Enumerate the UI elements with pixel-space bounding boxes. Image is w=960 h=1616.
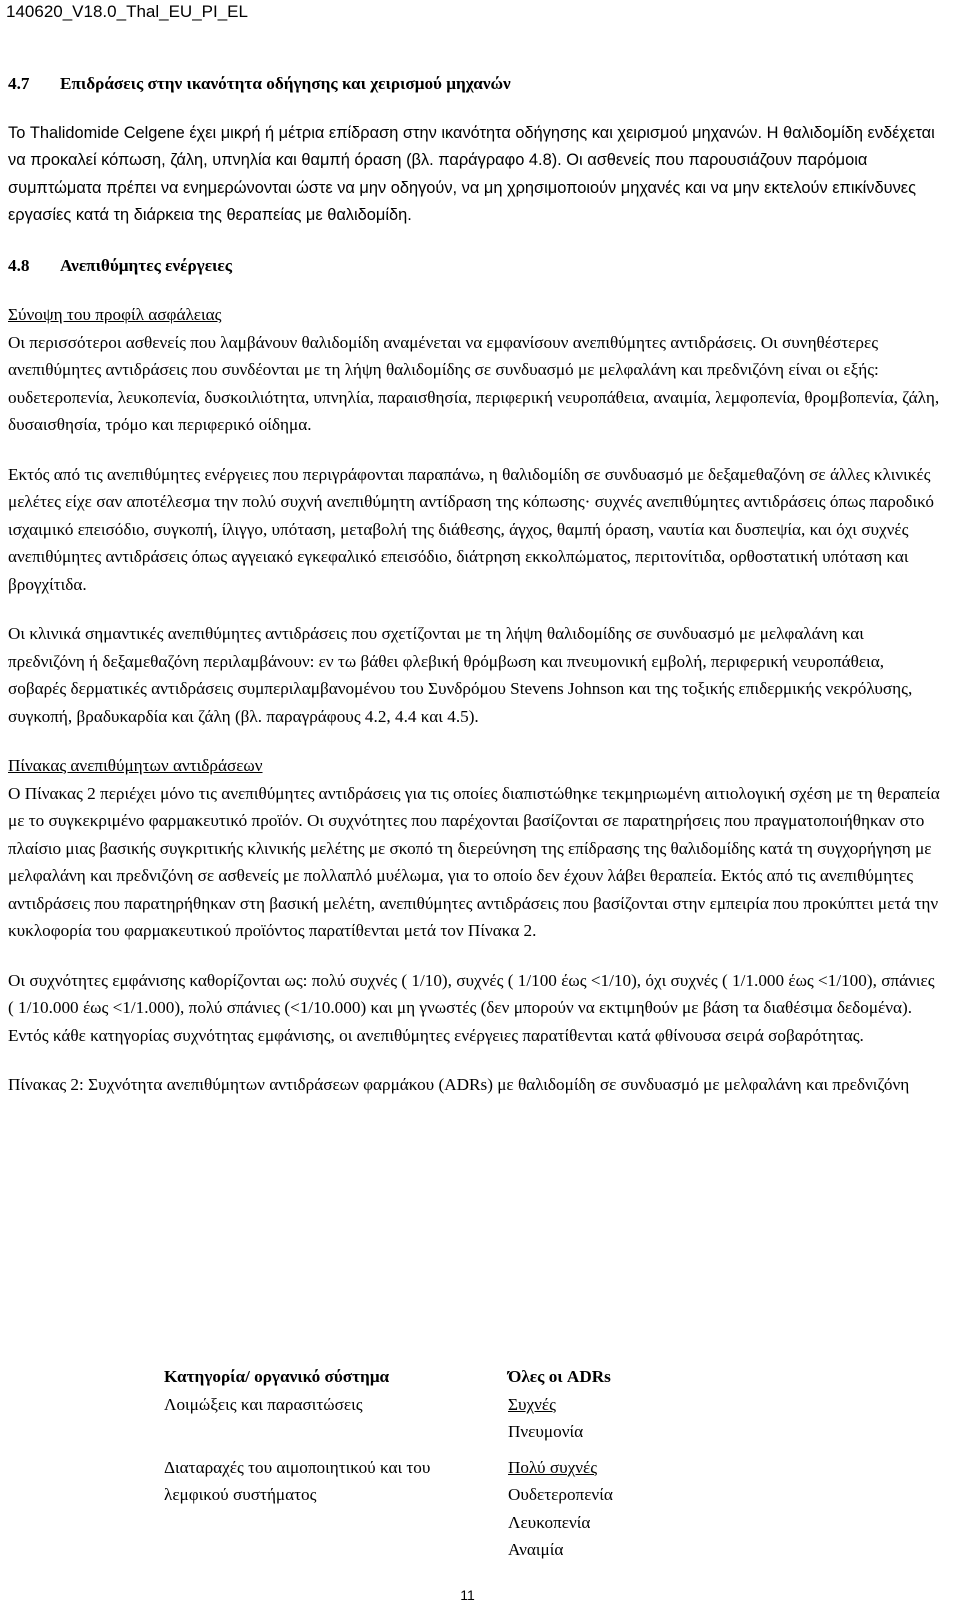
section-title: Ανεπιθύμητες ενέργειες	[60, 255, 232, 275]
adr-item: Λευκοπενία	[508, 1512, 591, 1532]
section-number: 4.7	[8, 74, 30, 93]
section-title: Επιδράσεις στην ικανότητα οδήγησης και χειρισμού μηχανών	[60, 74, 511, 93]
section-4-7-heading	[8, 70, 943, 98]
paragraph-other-adrs: Εκτός από τις ανεπιθύμητες ενέργειες που περιγράφονται παραπάνω, η θαλιδομίδη σε συνδυασμό με δεξαμεθαζόνη σε άλλες κλινικές μελέτες είχε σαν αποτέλεσμα την πολύ συχνή ανεπιθύμητη αντίδραση της κόπωσης· συχνές ανεπιθύμητες αντιδράσεις όπως παροδικό ισχαιμικό επεισόδιο, συγκοπή, ίλιγγο, υπόταση, μεταβολή της διάθεσης, άγχος, θαμπή όραση, ναυτία και δυσπεψία, και όχι συχνές ανεπιθύμητες αντιδράσεις όπως αγγειακό εγκεφαλικό επεισόδιο, διάτρηση εκκολπώματος, περιτονίτιδα, ορθοστατική υπόταση και βρογχίτιδα.	[8, 464, 935, 594]
safety-profile-text: Οι περισσότεροι ασθενείς που λαμβάνουν θαλιδομίδη αναμένεται να εμφανίσουν ανεπιθύμητες αντιδράσεις. Οι συνηθέστερες ανεπιθύμητες αντιδράσεις που συνδέονται με τη λήψη θαλιδομίδης σε συνδυασμό με μελφαλάνη και πρεδνιζόνη είναι οι εξής: ουδετεροπενία, λευκοπενία, δυσκοιλιότητα, υπνηλία, παραισθησία, περιφερική νευροπάθεια, αναιμία, λεμφοπενία, θρομβοπενία, ζάλη, δυσαισθησία, τρόμο και περιφερικό οίδημα.	[8, 332, 940, 434]
table-header-row	[158, 1363, 692, 1391]
table-row	[158, 1391, 692, 1454]
category-cell	[158, 1391, 502, 1454]
category-cell	[158, 1454, 502, 1564]
table-section-heading: Πίνακας ανεπιθύμητων αντιδράσεων	[8, 756, 263, 775]
frequency-cell	[502, 1391, 692, 1454]
table-section-text: Ο Πίνακας 2 περιέχει μόνο τις ανεπιθύμητες αντιδράσεις για τις οποίες διαπιστώθηκε τεκμηριωμένη αιτιολογική σχέση με τη θεραπεία με το συγκεκριμένο φαρμακευτικό προϊόν. Οι συχνότητες που παρέχονται βασίζονται σε παρατηρήσεις που πραγματοποιήθηκαν στο πλαίσιο μιας βασικής συγκριτικής κλινικής μελέτης με σκοπό τη διερεύνηση της επίδρασης της θαλιδομίδης κατά τη συγχορήγηση με μελφαλάνη και πρεδνιζόνη σε ασθενείς με πολλαπλό μυέλωμα, για το οποίο δεν έχουν λάβει θεραπεία. Εκτός από τις ανεπιθύμητες αντιδράσεις που παρατηρήθηκαν στη βασική μελέτη, ανεπιθύμητες αντιδράσεις που βασίζονται στην εμπειρία που προκύπτει μετά την κυκλοφορία του φαρμακευτικού προϊόντος παρατίθενται μετά τον Πίνακα 2.	[8, 783, 940, 940]
section-number: 4.8	[8, 255, 30, 275]
frequency-definitions: Οι συχνότητες εμφάνισης καθορίζονται ως: πολύ συχνές ( 1/10), συχνές ( 1/100 έως <1/10), όχι συχνές ( 1/1.000 έως <1/100), σπάνιες ( 1/10.000 έως <1/1.000), πολύ σπάνιες (<1/10.000) και μη γνωστές (δεν μπορούν να εκτιμηθούν με βάση τα διαθέσιμα δεδομένα). Εντός κάθε κατηγορίας συχνότητας εμφάνισης, οι ανεπιθύμητες ενέργειες παρατίθενται κατά φθίνουσα σειρά σοβαρότητας.	[8, 970, 935, 1045]
category-label: Λοιμώξεις και παρασιτώσεις	[164, 1394, 363, 1414]
document-content	[8, 70, 943, 1099]
column-header-category: Κατηγορία/ οργανικό σύστημα	[164, 1367, 390, 1386]
section-4-8-heading	[8, 252, 943, 280]
safety-profile-heading: Σύνοψη του προφίλ ασφάλειας	[8, 305, 222, 324]
adr-item: Πνευμονία	[508, 1422, 584, 1441]
paragraph-clinically-significant: Οι κλινικά σημαντικές ανεπιθύμητες αντιδράσεις που σχετίζονται με τη λήψη θαλιδομίδης σε συνδυασμό με μελφαλάνη και πρεδνιζόνη ή δεξαμεθαζόνη περιλαμβάνουν: εν τω βάθει φλεβική θρόμβωση και πνευμονική εμβολή, περιφερική νευροπάθεια, σοβαρές δερματικές αντιδράσεις συμπεριλαμβανομένου του Συνδρόμου Stevens Johnson και της τοξικής επιδερμικής νεκρόλυσης, συγκοπή, βραδυκαρδία και ζάλη (βλ. παραγράφους 4.2, 4.4 και 4.5).	[8, 624, 913, 726]
frequency-cell	[502, 1454, 692, 1564]
adr-item: Ουδετεροπενία	[508, 1485, 613, 1504]
frequency-label: Πολύ συχνές	[508, 1457, 598, 1477]
adr-item: Αναιμία	[508, 1540, 564, 1559]
category-label: Διαταραχές του αιμοποιητικού και του λεμφικού συστήματος	[164, 1457, 431, 1504]
adr-table	[158, 1363, 692, 1564]
column-header-all-adrs: Όλες οι ADRs	[508, 1367, 611, 1386]
document-id: 140620_V18.0_Thal_EU_PI_EL	[6, 2, 248, 21]
page-number: 11	[460, 1587, 475, 1603]
section-4-7-body: Το Thalidomide Celgene έχει μικρή ή μέτρια επίδραση στην ικανότητα οδήγησης και χειρισμού μηχανών. Η θαλιδομίδη ενδέχεται να προκαλεί κόπωση, ζάλη, υπνηλία και θαμπή όραση (βλ. παράγραφο 4.8). Οι ασθενείς που παρουσιάζουν παρόμοια συμπτώματα πρέπει να ενημερώνονται ώστε να μην οδηγούν, να μη χρησιμοποιούν μηχανές και να μην εκτελούν επικίνδυνες εργασίες κατά τη διάρκεια της θεραπείας με θαλιδομίδη.	[8, 123, 935, 224]
table-caption: Πίνακας 2: Συχνότητα ανεπιθύμητων αντιδράσεων φαρμάκου (ADRs) με θαλιδομίδη σε συνδυασμό με μελφαλάνη και πρεδνιζόνη	[8, 1075, 910, 1094]
frequency-label: Συχνές	[508, 1394, 556, 1414]
table-row	[158, 1454, 692, 1564]
